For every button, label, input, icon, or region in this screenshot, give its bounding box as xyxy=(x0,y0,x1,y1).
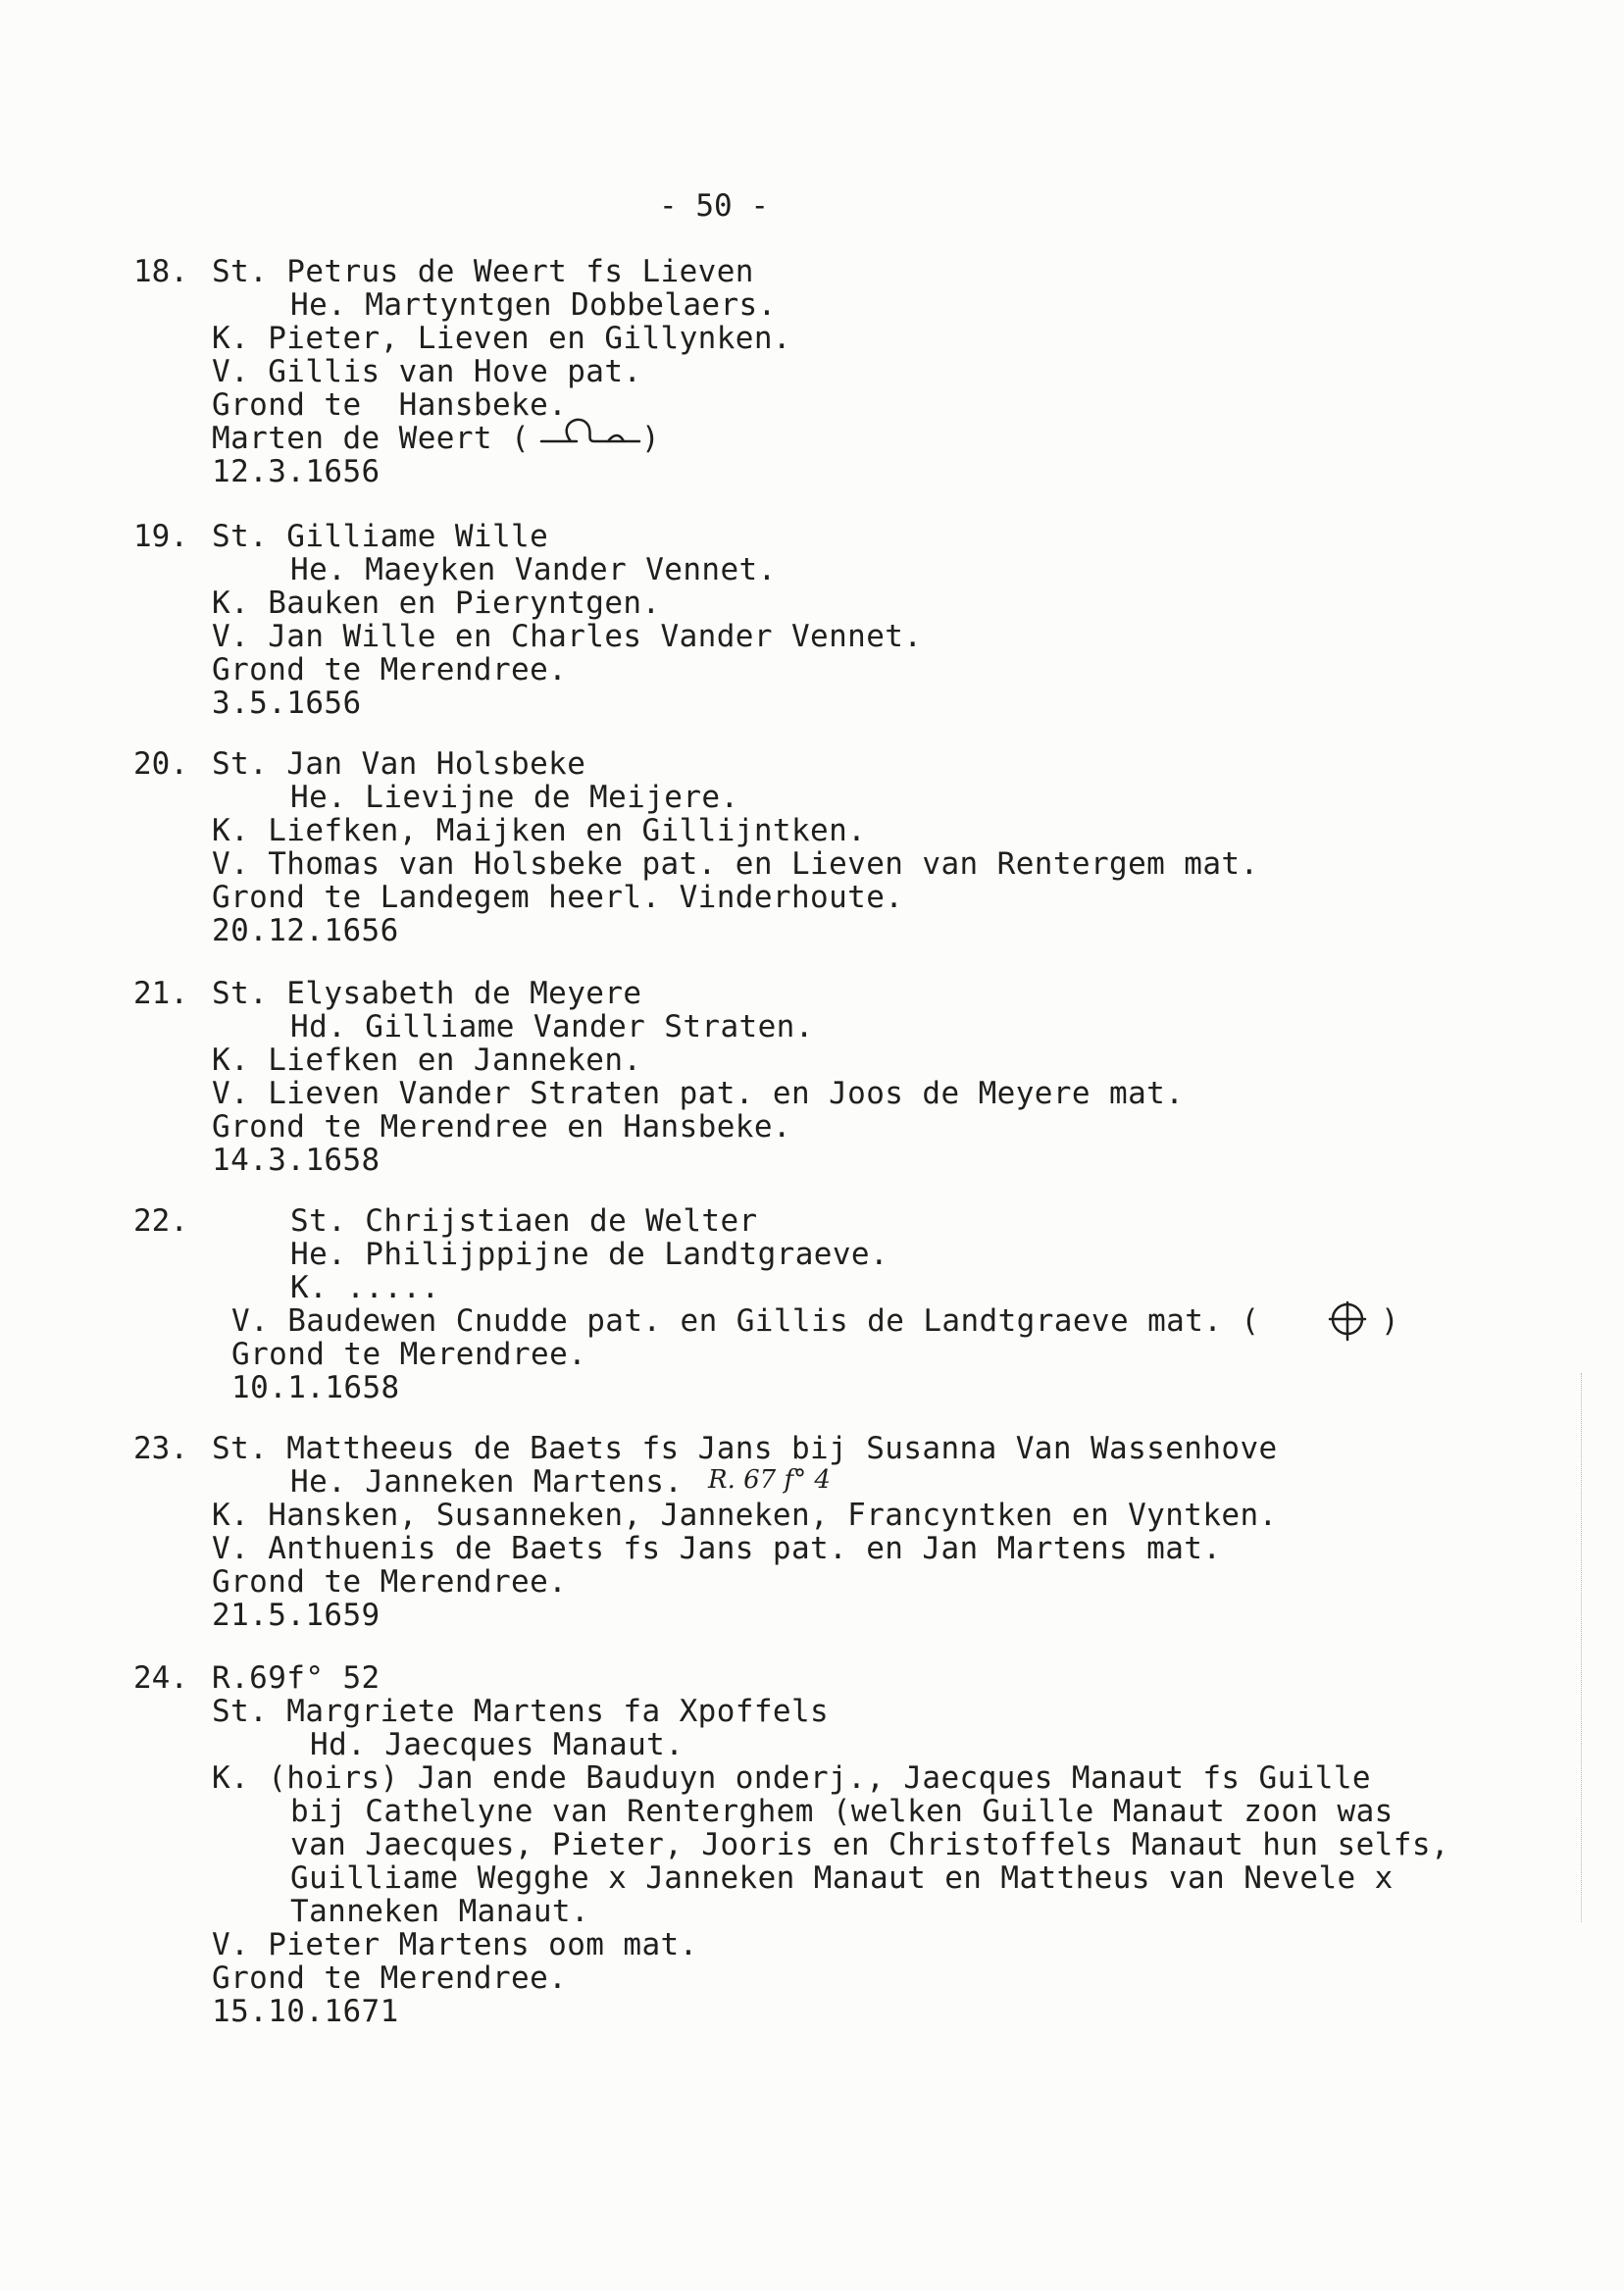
entry-date: 10.1.1658 xyxy=(231,1370,400,1405)
entry-line: V. Jan Wille en Charles Vander Vennet. xyxy=(212,619,923,654)
entry-date: 14.3.1658 xyxy=(212,1143,381,1178)
entry-date: 3.5.1656 xyxy=(212,686,362,721)
entry-line: He. Lievijne de Meijere. xyxy=(290,780,739,815)
mark-close-paren: ) xyxy=(1381,1303,1400,1339)
entry-line: K. (hoirs) Jan ende Bauduyn onderj., Jaecques Manaut fs Guille xyxy=(212,1760,1371,1796)
entry-line: Grond te Merendree. xyxy=(212,1564,568,1600)
entry-line: He. Martyntgen Dobbelaers. xyxy=(290,287,777,323)
entry-line: Tanneken Manaut. xyxy=(290,1894,590,1929)
entry-line: V. Gillis van Hove pat. xyxy=(212,354,642,389)
mark-close-paren: ) xyxy=(641,421,661,456)
entry-line: St. Mattheeus de Baets fs Jans bij Susanna Van Wassenhove xyxy=(212,1431,1278,1466)
entry-line: He. Maeyken Vander Vennet. xyxy=(290,552,777,587)
page-number: - 50 - xyxy=(659,188,769,224)
entry-line: Marten de Weert ( xyxy=(212,421,531,456)
entry-number: 19. xyxy=(133,519,188,554)
entry-line: R.69f° 52 xyxy=(212,1660,381,1696)
entry-line: K. Liefken, Maijken en Gillijntken. xyxy=(212,813,867,848)
margin-dotted-line xyxy=(1581,1373,1582,1922)
entry-line: K. Bauken en Pieryntgen. xyxy=(212,585,661,621)
entry-number: 23. xyxy=(133,1431,188,1466)
entry-line: K. ..... xyxy=(290,1270,440,1305)
entry-line: K. Liefken en Janneken. xyxy=(212,1043,642,1078)
entry-line: K. Hansken, Susanneken, Janneken, Francyntken en Vyntken. xyxy=(212,1498,1278,1533)
handwritten-note: R. 67 f° 4 xyxy=(708,1465,831,1495)
entry-number: 18. xyxy=(133,254,188,289)
entry-line: Grond te Hansbeke. xyxy=(212,387,568,423)
entry-line: V. Thomas van Holsbeke pat. en Lieven van Rentergem mat. xyxy=(212,846,1259,882)
entry-number: 24. xyxy=(133,1660,188,1696)
entry-line: St. Gilliame Wille xyxy=(212,519,549,554)
entry-line: V. Lieven Vander Straten pat. en Joos de Meyere mat. xyxy=(212,1076,1185,1111)
entry-line: He. Janneken Martens. xyxy=(290,1464,684,1500)
entry-line: St. Jan Van Holsbeke xyxy=(212,746,586,782)
entry-line: St. Elysabeth de Meyere xyxy=(212,976,642,1011)
entry-date: 20.12.1656 xyxy=(212,913,399,948)
entry-date: 15.10.1671 xyxy=(212,1994,399,2029)
entry-number: 21. xyxy=(133,976,188,1011)
entry-line: He. Philijppijne de Landtgraeve. xyxy=(290,1237,889,1272)
entry-line: St. Margriete Martens fa Xpoffels xyxy=(212,1694,830,1729)
entry-line: bij Cathelyne van Renterghem (welken Guille Manaut zoon was xyxy=(290,1794,1394,1829)
entry-line: St. Petrus de Weert fs Lieven xyxy=(212,254,754,289)
entry-line: V. Anthuenis de Baets fs Jans pat. en Jan Martens mat. xyxy=(212,1531,1222,1566)
entry-number: 20. xyxy=(133,746,188,782)
entry-line: V. Pieter Martens oom mat. xyxy=(212,1927,698,1962)
cross-circle-mark-icon xyxy=(1328,1297,1367,1342)
entry-line: Grond te Landegem heerl. Vinderhoute. xyxy=(212,880,904,915)
entry-line: Hd. Gilliame Vander Straten. xyxy=(290,1009,814,1044)
entry-line: K. Pieter, Lieven en Gillynken. xyxy=(212,321,791,356)
entry-line: Grond te Merendree. xyxy=(231,1337,587,1372)
entry-line: van Jaecques, Pieter, Jooris en Christoffels Manaut hun selfs, xyxy=(290,1827,1449,1862)
entry-date: 21.5.1659 xyxy=(212,1598,381,1633)
entry-line: St. Chrijstiaen de Welter xyxy=(290,1203,758,1239)
entry-line: V. Baudewen Cnudde pat. en Gillis de Landtgraeve mat. ( xyxy=(231,1303,1260,1339)
entry-line: Grond te Merendree. xyxy=(212,1960,568,1996)
entry-line: Guilliame Wegghe x Janneken Manaut en Mattheus van Nevele x xyxy=(290,1860,1394,1896)
entry-line: Grond te Merendree. xyxy=(212,652,568,687)
entry-number: 22. xyxy=(133,1203,188,1239)
entry-line: Grond te Merendree en Hansbeke. xyxy=(212,1109,791,1145)
entry-date: 12.3.1656 xyxy=(212,454,381,489)
entry-line: Hd. Jaecques Manaut. xyxy=(310,1727,685,1762)
signature-mark-icon xyxy=(537,412,643,451)
